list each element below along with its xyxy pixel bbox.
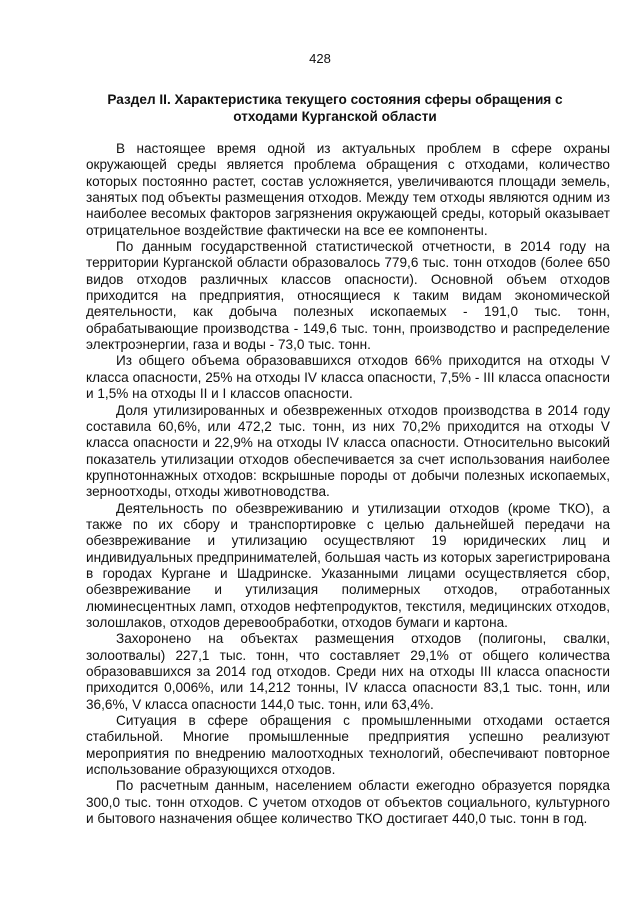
paragraph: По расчетным данным, населением области ежегодно образуется порядка 300,0 тыс. тонн отходов. С учетом отходов от объектов социального, культурного и бытового назначения общее количество ТКО достигает 440,0 тыс. тонн в год. bbox=[86, 778, 610, 827]
section-title: Раздел II. Характеристика текущего состояния сферы обращения с отходами Курганской области bbox=[107, 92, 563, 124]
paragraph: Ситуация в сфере обращения с промышленными отходами остается стабильной. Многие промышленные предприятия успешно реализуют мероприятия по внедрению малоотходных технологий, обеспечивают повторное использование образующихся отходов. bbox=[86, 713, 610, 778]
paragraph: Из общего объема образовавшихся отходов 66% приходится на отходы V класса опасности, 25% на отходы IV класса опасности, 7,5% - III класса опасности и 1,5% на отходы II и I классов опасности. bbox=[86, 353, 610, 402]
paragraph: Деятельность по обезвреживанию и утилизации отходов (кроме ТКО), а также по их сбору и транспортировке с целью дальнейшей передачи на обезвреживание и утилизацию осуществляют 19 юридических лиц и индивидуальных предпринимателей, большая часть из которых зарегистрирована в городах Кургане и Шадринске. Указанными лицами осуществляется сбор, обезвреживание и утилизация полимерных отходов, отработанных люминесцентных ламп, отходов нефтепродуктов, текстиля, медицинских отходов, золошлаков, отходов деревообработки, отходов бумаги и картона. bbox=[86, 500, 610, 630]
paragraph: Захоронено на объектах размещения отходов (полигоны, свалки, золоотвалы) 227,1 тыс. тонн, что составляет 29,1% от общего количества образовавшихся за 2014 год отходов. Среди них на отходы III класса опасности приходится 0,006%, или 14,212 тонны, IV класса опасности 83,1 тыс. тонн, или 36,6%, V класса опасности 144,0 тыс. тонн, или 63,4%. bbox=[86, 631, 610, 712]
paragraph: По данным государственной статистической отчетности, в 2014 году на территории Курганской области образовалось 779,6 тыс. тонн отходов (более 650 видов отходов различных классов опасности). Основной объем отходов приходится на предприятия, относящиеся к таким видам экономической деятельности, как добыча полезных ископаемых - 191,0 тыс. тонн, обрабатывающие производства - 149,6 тыс. тонн, производство и распределение электроэнергии, газа и воды - 73,0 тыс. тонн. bbox=[86, 239, 610, 353]
paragraph: Доля утилизированных и обезвреженных отходов производства в 2014 году составила 60,6%, или 472,2 тыс. тонн, из них 70,2% приходится на отходы V класса опасности и 22,9% на отходы IV класса опасности. Относительно высокий показатель утилизации отходов обеспечивается за счет использования наиболее крупнотоннажных отходов: вскрышные породы от добычи полезных ископаемых, зерноотходы, отходы животноводства. bbox=[86, 402, 610, 500]
body-text bbox=[86, 141, 610, 827]
paragraph: В настоящее время одной из актуальных проблем в сфере охраны окружающей среды является проблема обращения с отходами, количество которых постоянно растет, состав усложняется, увеличиваются площади земель, занятых под объекты размещения отходов. Между тем отходы являются одним из наиболее весомых факторов загрязнения окружающей среды, который оказывает отрицательное воздействие фактически на все ее компоненты. bbox=[86, 141, 610, 238]
page-number: 428 bbox=[309, 51, 331, 66]
